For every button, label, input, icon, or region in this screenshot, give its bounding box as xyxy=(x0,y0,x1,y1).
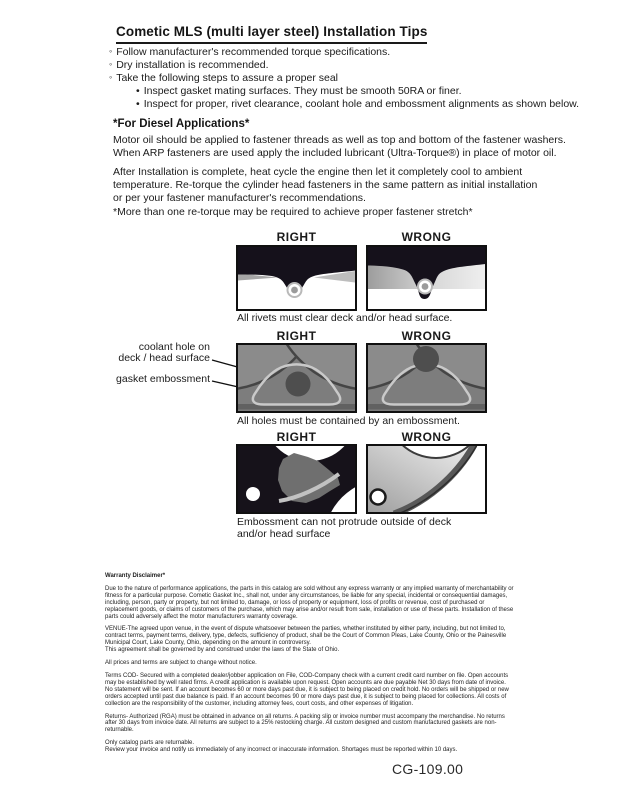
tips-bullet-list xyxy=(109,46,579,111)
protrusion-right-icon xyxy=(236,444,357,514)
coolant-hole-label: coolant hole on deck / head surface xyxy=(118,341,210,364)
row1-caption: All rivets must clear deck and/or head surface. xyxy=(237,312,453,324)
row2-wrong-label: WRONG xyxy=(401,329,452,343)
sub-bullet-item: • Inspect gasket mating surfaces. They must be smooth 50RA or finer. xyxy=(136,85,579,98)
warranty-paragraph: Returns- Authorized (RGA) must be obtained in advance on all returns. A packing slip or invoice number must accompany the merchandise. No returns after 30 days from invoice date. All returns are subject to a 25% restocking charge. All custom designed and custom manufactured gaskets are non-returnable. xyxy=(105,713,505,734)
bullet-item: ◦ Dry installation is recommended. xyxy=(109,59,579,72)
warranty-paragraph: Only catalog parts are returnable. xyxy=(105,740,195,747)
retorque-note: *More than one re-torque may be required to achieve proper fastener stretch* xyxy=(113,206,473,218)
hole-containment-wrong-icon xyxy=(366,343,487,413)
diesel-heading: *For Diesel Applications* xyxy=(113,118,250,130)
row3-wrong-label: WRONG xyxy=(401,430,452,444)
warranty-paragraph: Terms COD- Secured with a completed dealer/jobber application on File, COD-Company check with a current credit card number on file. Open accounts may be established by well rated firms. A credit application is available upon request. Open accounts are due payable Net 30 days from date of invoice. No statement will be sent. If an account becomes 60 or more days past due, it is subject to being placed on credit hold. No orders will be shipped or new orders accepted until past due balance is paid. If an account becomes 90 or more days past due, it is subject to being placed for collections. All costs of collection are the responsibility of the customer, including attorney fees, court costs, and other expenses of litigation. xyxy=(105,672,509,707)
row1-wrong-label: WRONG xyxy=(401,230,452,244)
diagram-rivet-right xyxy=(236,245,357,311)
warranty-disclaimer xyxy=(105,573,515,754)
diesel-paragraph-2: After Installation is complete, heat cycle the engine then let it completely cool to ambient temperature. Re-torque the cylinder head fasteners in the same pattern as initial installation or per your fastener manufacturer's recommendations. xyxy=(113,166,538,204)
page-title: Cometic MLS (multi layer steel) Installation Tips xyxy=(116,24,427,44)
warranty-paragraph: This agreement shall be governed by and construed under the laws of the State of Ohio. xyxy=(105,647,340,654)
diagram-protrusion-wrong xyxy=(366,444,487,514)
diagram-embossment-right xyxy=(236,343,357,413)
protrusion-wrong-icon xyxy=(366,444,487,514)
row2-caption: All holes must be contained by an embossment. xyxy=(237,415,460,427)
gasket-embossment-label: gasket embossment xyxy=(116,373,210,385)
diagram-protrusion-right xyxy=(236,444,357,514)
row3-caption: Embossment can not protrude outside of deck and/or head surface xyxy=(237,516,452,540)
rivet-clearance-right-icon xyxy=(236,245,357,311)
diagram-rivet-wrong xyxy=(366,245,487,311)
row2-right-label: RIGHT xyxy=(276,329,317,343)
diagram-embossment-wrong xyxy=(366,343,487,413)
row1-right-label: RIGHT xyxy=(276,230,317,244)
diesel-paragraph-1: Motor oil should be applied to fastener threads as well as top and bottom of the fastener washers. When ARP fasteners are used apply the included lubricant (Ultra-Torque®) in place of motor oil. xyxy=(113,134,566,159)
hole-containment-right-icon xyxy=(236,343,357,413)
sub-bullet-item: • Inspect for proper, rivet clearance, coolant hole and embossment alignments as shown below. xyxy=(136,98,579,111)
row3-right-label: RIGHT xyxy=(276,430,317,444)
page-code: CG-109.00 xyxy=(392,761,464,777)
bullet-item: ◦ Take the following steps to assure a proper seal xyxy=(109,72,579,85)
warranty-heading: Warranty Disclaimer* xyxy=(105,573,166,579)
warranty-paragraph: All prices and terms are subject to change without notice. xyxy=(105,660,257,667)
rivet-clearance-wrong-icon xyxy=(366,245,487,311)
warranty-paragraph: Review your invoice and notify us immediately of any incorrect or inaccurate information. Shortages must be reported within 10 days. xyxy=(105,747,458,754)
bullet-item: ◦ Follow manufacturer's recommended torque specifications. xyxy=(109,46,579,59)
warranty-paragraph: Due to the nature of performance applications, the parts in this catalog are sold without any express warranty or any implied warranty of merchantability or fitness for a particular purpose. Cometic Gasket Inc., shall not, under any circumstances, be liable for any special, incidental or consequential damages, including, person, party or property, but not limited to, damage, or loss of property or equipment, loss of profits or revenue, cost of purchased or replacement goods, or claims of customers of the purchase, which may arise and/or result from sale, installation or use of these parts. Installation of these parts could adversely affect the motor manufacturers warranty coverage. xyxy=(105,585,514,620)
warranty-paragraph: VENUE-The agreed upon venue, in the event of dispute whatsoever between the parties, whether instituted by either party, including, but not limited to, contract terms, payment terms, delivery, type, defects, sufficiency of product, shall be the Court of Common Pleas, Lake County, Ohio or the Painesville Municipal Court, Lake County, Ohio, depending on the amount in controversy. xyxy=(105,626,507,647)
